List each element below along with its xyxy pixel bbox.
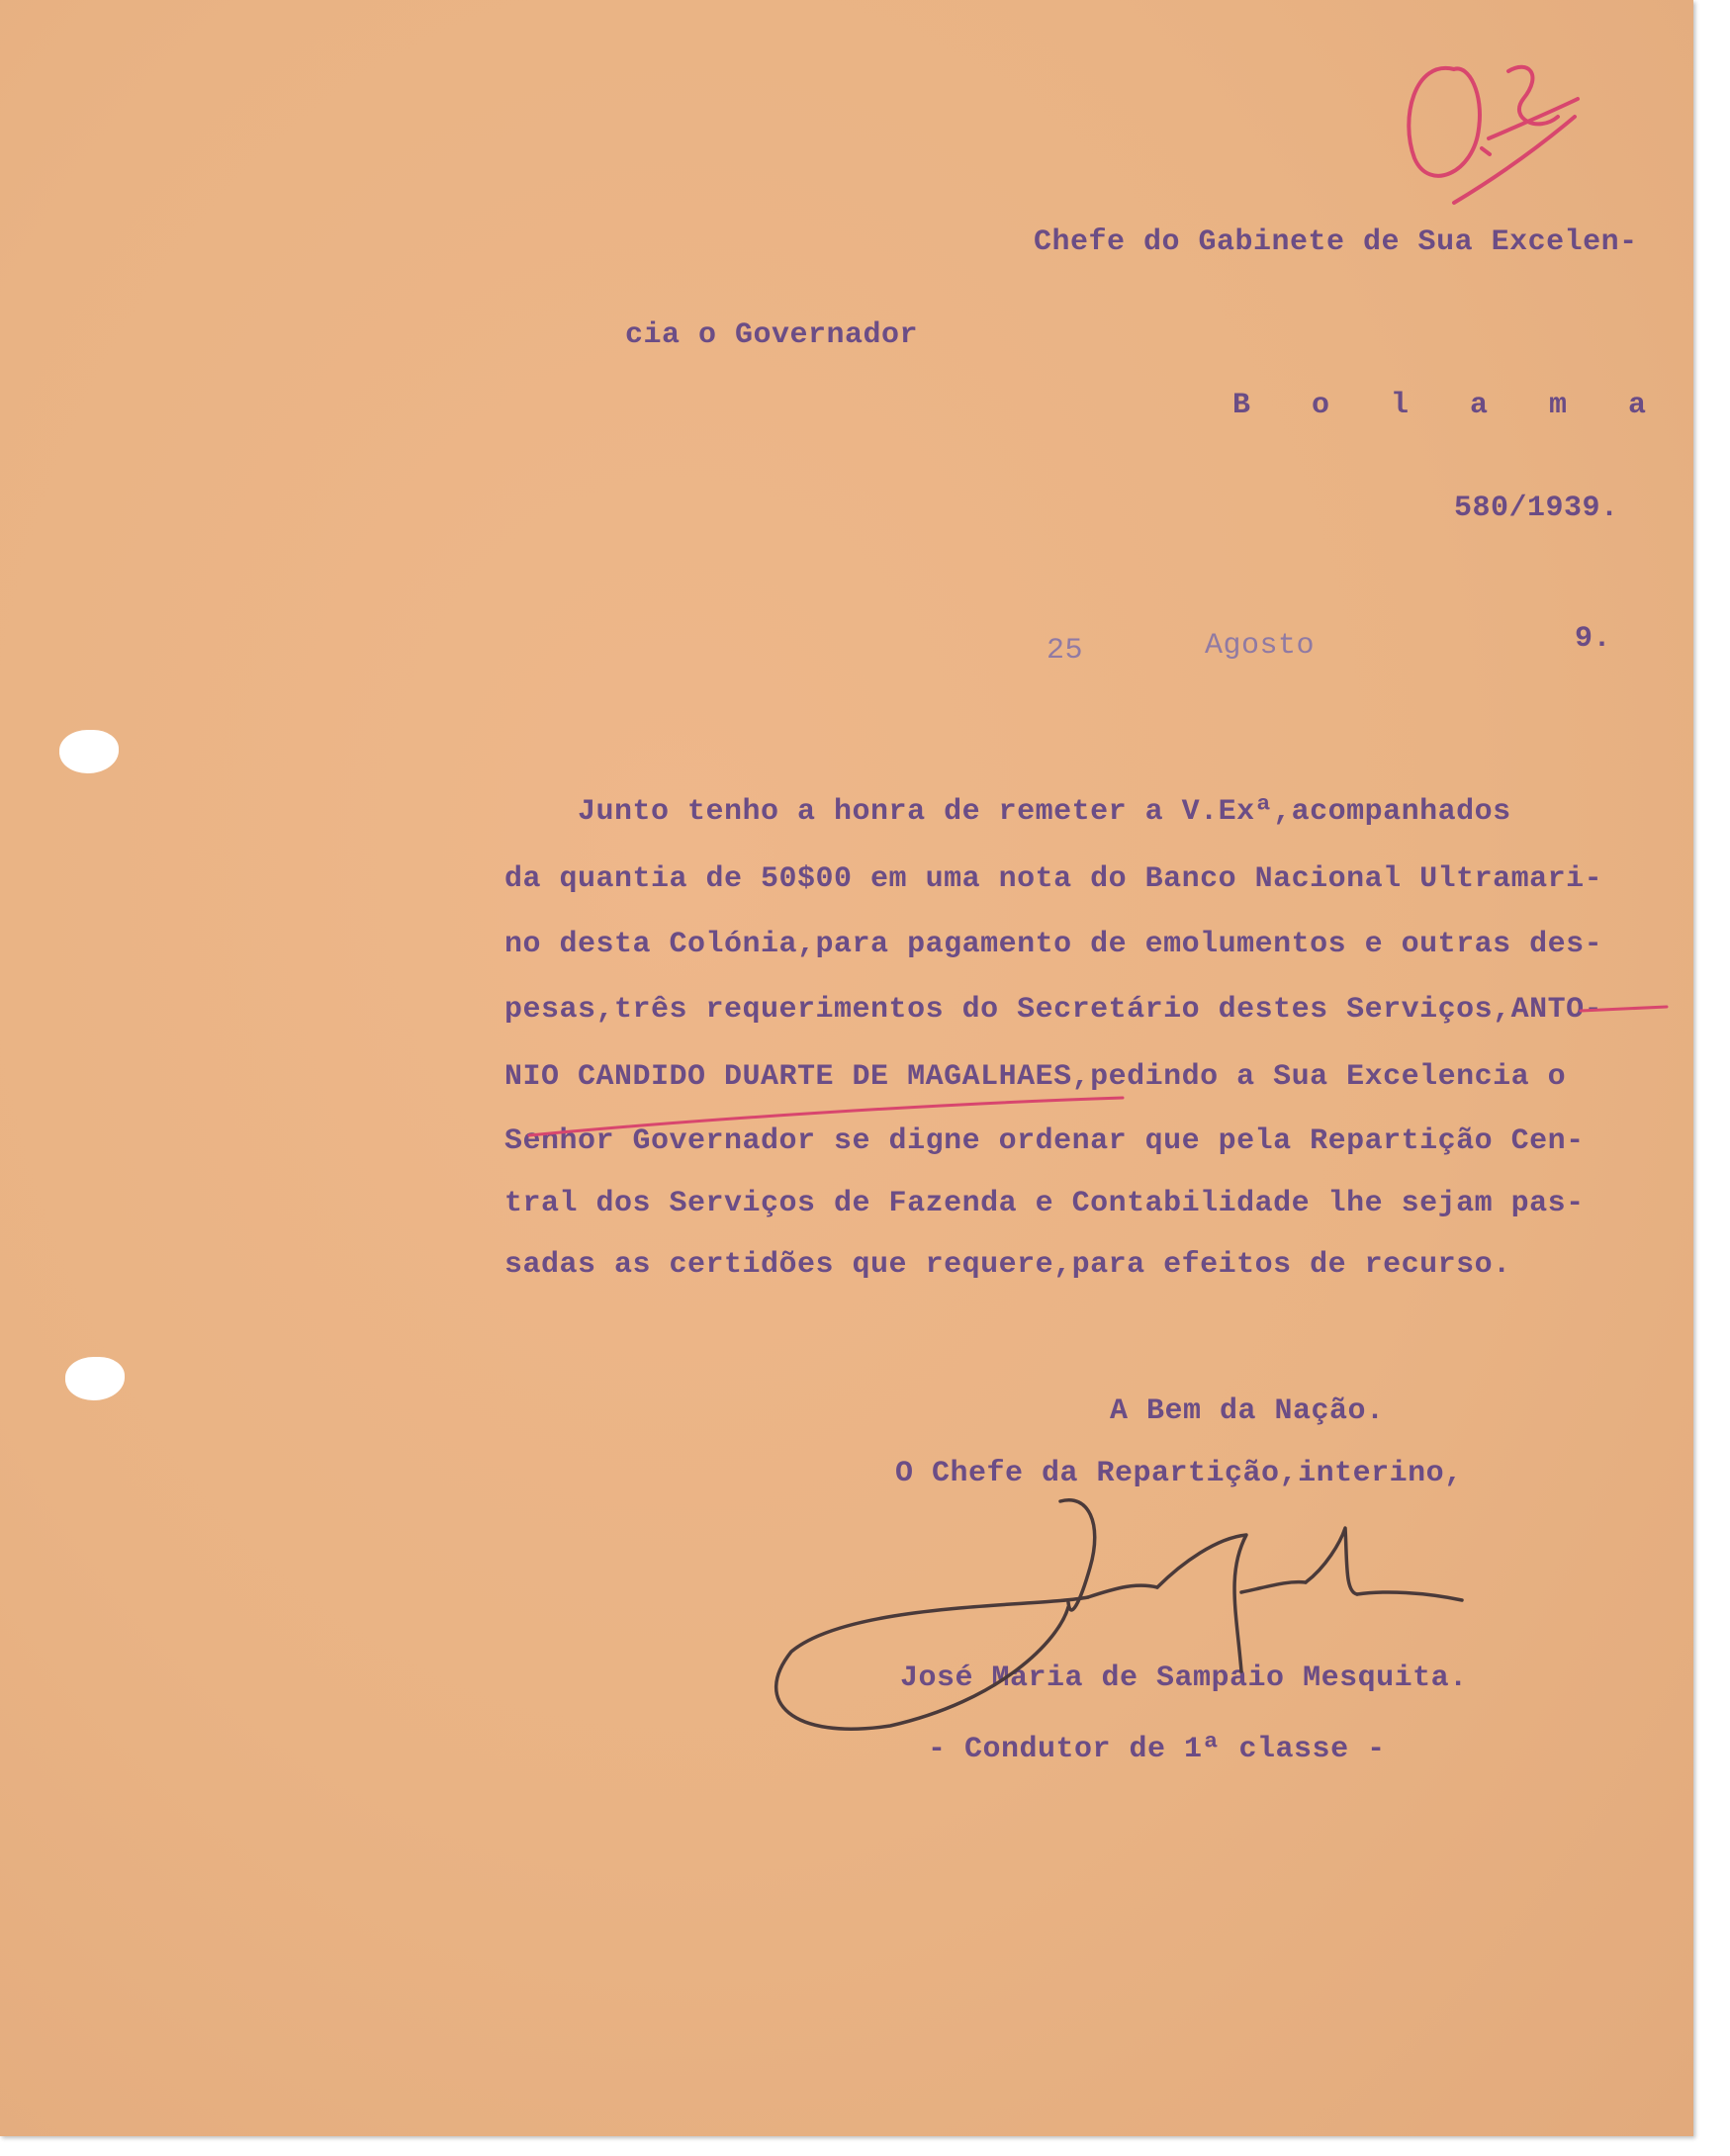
body-line-5: NIO CANDIDO DUARTE DE MAGALHAES,pedindo a Sua Excelencia o (504, 1060, 1567, 1094)
signatory-rank: - Condutor de 1ª classe - (928, 1733, 1386, 1766)
body-line-7: tral dos Serviços de Fazenda e Contabilidade lhe sejam pas- (504, 1187, 1585, 1220)
red-underline-name (529, 1098, 1123, 1135)
body-line-6: Senhor Governador se digne ordenar que pela Repartição Cen- (504, 1124, 1585, 1158)
date-year-suffix: 9. (1575, 622, 1612, 656)
addressee-line-2: cia o Governador (625, 318, 919, 352)
body-line-1: Junto tenho a honra de remeter a V.Exª,acompanhados (504, 795, 1511, 829)
signatory-name: José Maria de Sampaio Mesquita. (900, 1662, 1468, 1695)
handwritten-signature (776, 1500, 1462, 1729)
closing-salutation: A Bem da Nação. (1110, 1394, 1385, 1428)
signatory-title: O Chefe da Repartição,interino, (895, 1457, 1463, 1490)
red-underline-first-name (1581, 1007, 1667, 1011)
body-line-2: da quantia de 50$00 em uma nota do Banco Nacional Ultramari- (504, 862, 1603, 896)
place-name: B o l a m a (1232, 389, 1669, 422)
body-line-4: pesas,três requerimentos do Secretário destes Serviços,ANTO- (504, 993, 1603, 1027)
body-line-8: sadas as certidões que requere,para efeitos de recurso. (504, 1248, 1511, 1282)
date-day: 25 (1047, 634, 1084, 668)
red-initials-mark (1409, 67, 1578, 203)
body-line-3: no desta Colónia,para pagamento de emolumentos e outras des- (504, 928, 1603, 961)
reference-number: 580/1939. (1454, 492, 1619, 525)
date-month: Agosto (1205, 629, 1316, 663)
addressee-line-1: Chefe do Gabinete de Sua Excelen- (1034, 225, 1638, 259)
